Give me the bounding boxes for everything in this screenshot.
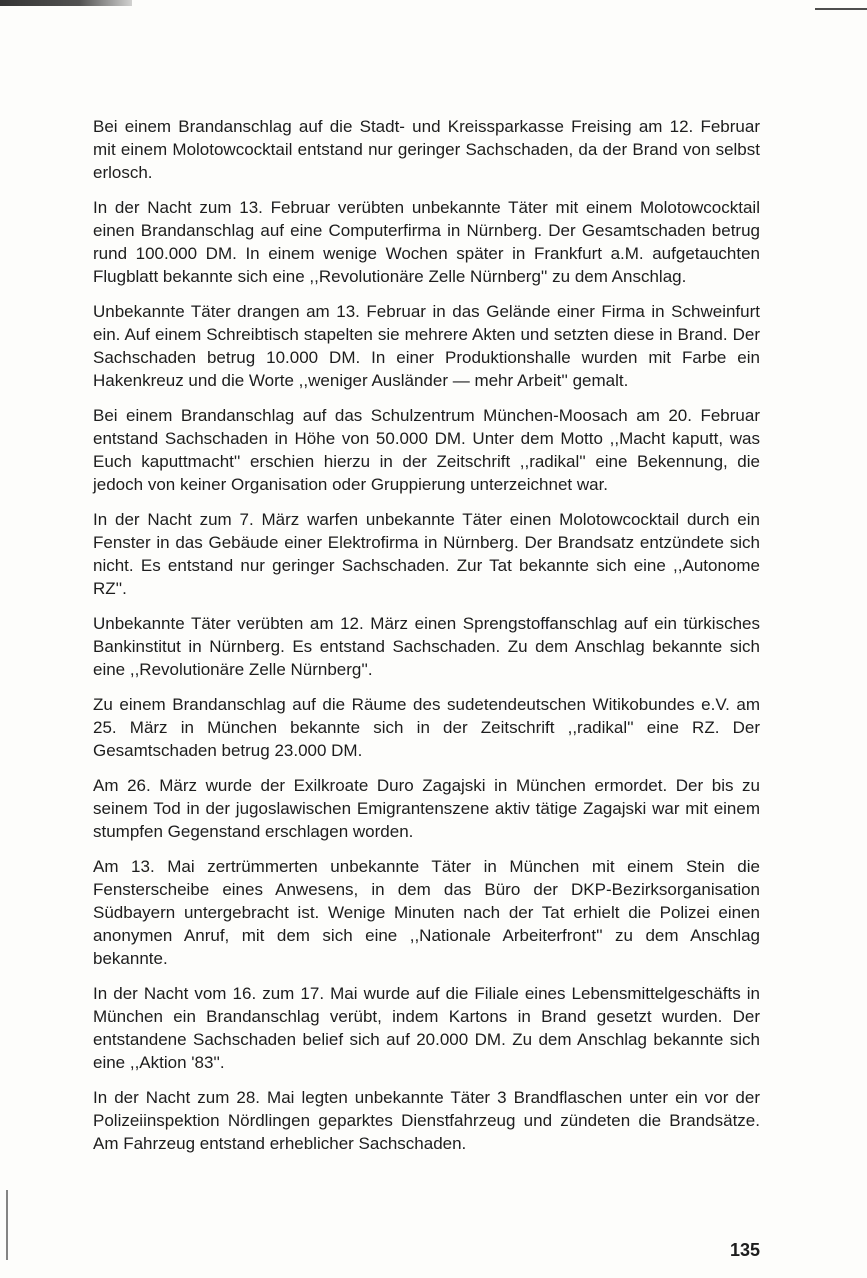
scan-artifact-top xyxy=(0,0,132,6)
paragraph-10: In der Nacht vom 16. zum 17. Mai wurde auf die Filiale eines Lebensmittelgeschäfts in München ein Brandanschlag verübt, indem Kartons in Brand gesetzt wurden. Der entstandene Sachschaden belief sich auf 20.000 DM. Zu dem Anschlag bekannte sich eine ,,Aktion '83''. xyxy=(93,984,760,1072)
body-text xyxy=(93,115,760,1167)
paragraph-8: Am 26. März wurde der Exilkroate Duro Zagajski in München ermordet. Der bis zu seinem Tod in der jugoslawischen Emigrantenszene aktiv tätige Zagajski war mit einem stumpfen Gegenstand erschlagen worden. xyxy=(93,776,760,841)
paragraph-7: Zu einem Brandanschlag auf die Räume des sudetendeutschen Witikobundes e.V. am 25. März in München bekannte sich in der Zeitschrift ,,radikal'' eine RZ. Der Gesamtschaden betrug 23.000 DM. xyxy=(93,695,760,760)
paragraph-1: Bei einem Brandanschlag auf die Stadt- und Kreissparkasse Freising am 12. Februar mit einem Molotowcocktail entstand nur geringer Sachschaden, da der Brand von selbst erlosch. xyxy=(93,117,760,182)
paragraph-6: Unbekannte Täter verübten am 12. März einen Sprengstoffanschlag auf ein türkisches Bankinstitut in Nürnberg. Es entstand Sachschaden. Zu dem Anschlag bekannte sich eine ,,Revolutionäre Zelle Nürnberg''. xyxy=(93,614,760,679)
paragraph-11: In der Nacht zum 28. Mai legten unbekannte Täter 3 Brandflaschen unter ein vor der Polizeiinspektion Nördlingen geparktes Dienstfahrzeug und zündeten die Brandsätze. Am Fahrzeug entstand erheblicher Sachschaden. xyxy=(93,1088,760,1153)
paragraph-4: Bei einem Brandanschlag auf das Schulzentrum München-Moosach am 20. Februar entstand Sachschaden in Höhe von 50.000 DM. Unter dem Motto ,,Macht kaputt, was Euch kaputtmacht'' erschien hierzu in der Zeitschrift ,,radikal'' eine Bekennung, die jedoch von keiner Organisation oder Gruppierung unterzeichnet war. xyxy=(93,406,760,494)
paragraph-9: Am 13. Mai zertrümmerten unbekannte Täter in München mit einem Stein die Fensterscheibe eines Anwesens, in dem das Büro der DKP-Bezirksorganisation Südbayern untergebracht ist. Wenige Minuten nach der Tat erhielt die Polizei einen anonymen Anruf, mit dem sich eine ,,Nationale Arbeiterfront'' zu dem Anschlag bekannte. xyxy=(93,857,760,968)
scan-artifact-left xyxy=(6,1190,8,1260)
page-number: 135 xyxy=(729,1240,760,1260)
paragraph-5: In der Nacht zum 7. März warfen unbekannte Täter einen Molotowcocktail durch ein Fenster in das Gebäude einer Elektrofirma in Nürnberg. Der Brandsatz entzündete sich nicht. Es entstand nur geringer Sachschaden. Zur Tat bekannte sich eine ,,Autonome RZ''. xyxy=(93,510,760,598)
paragraph-2: In der Nacht zum 13. Februar verübten unbekannte Täter mit einem Molotowcocktail einen Brandanschlag auf eine Computerfirma in Nürnberg. Der Gesamtschaden betrug rund 100.000 DM. In einem wenige Wochen später in Frankfurt a.M. aufgetauchten Flugblatt bekannte sich eine ,,Revolutionäre Zelle Nürnberg'' zu dem Anschlag. xyxy=(93,198,760,286)
paragraph-3: Unbekannte Täter drangen am 13. Februar in das Gelände einer Firma in Schweinfurt ein. Auf einem Schreibtisch stapelten sie mehrere Akten und setzten diese in Brand. Der Sachschaden betrug 10.000 DM. In einer Produktionshalle wurden mit Farbe ein Hakenkreuz und die Worte ,,weniger Ausländer — mehr Arbeit'' gemalt. xyxy=(93,302,760,390)
scan-artifact-right xyxy=(815,8,867,10)
